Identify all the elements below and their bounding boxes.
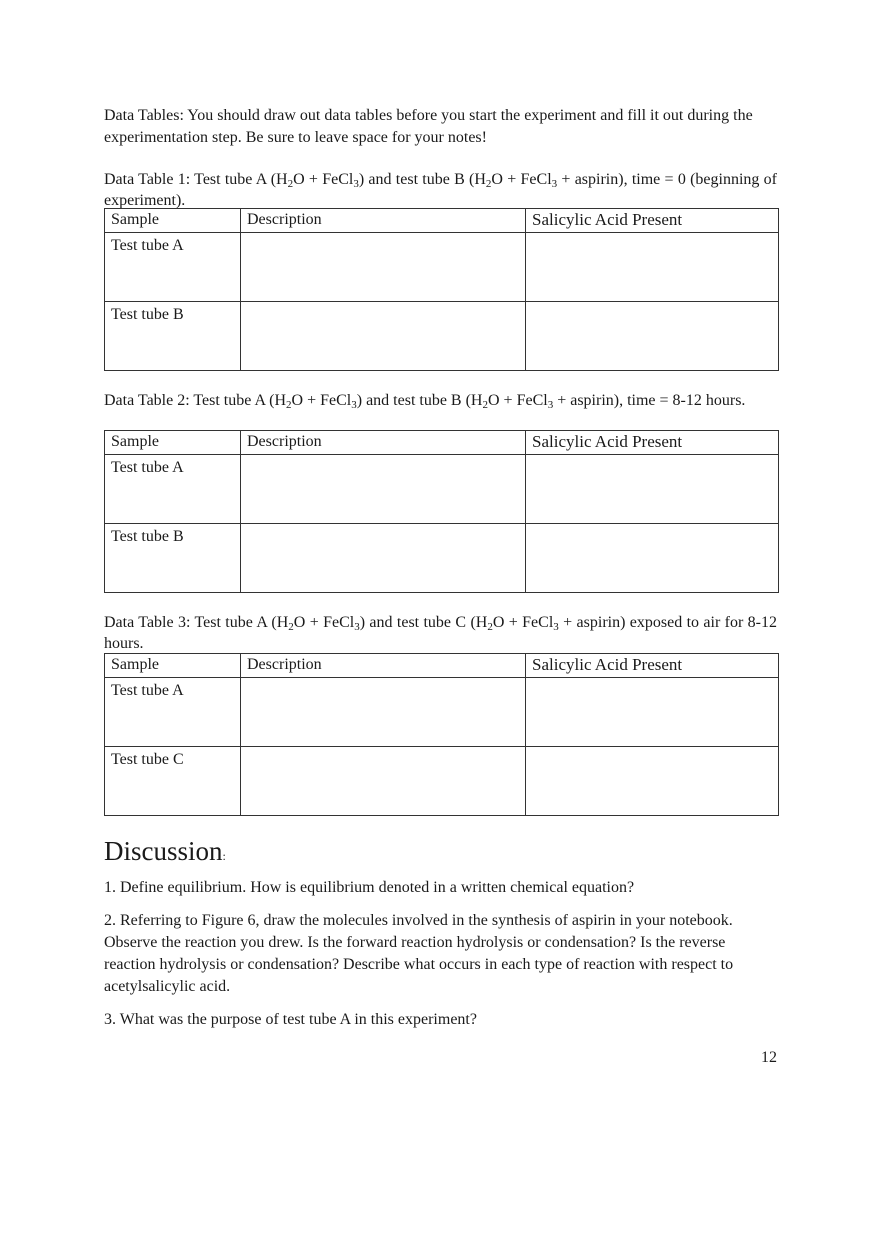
discussion-title: Discussion (104, 836, 223, 866)
column-header-salicylic-acid: Salicylic Acid Present (526, 431, 779, 455)
description-cell[interactable] (241, 233, 526, 302)
salicylic-acid-cell[interactable] (526, 524, 779, 593)
description-cell[interactable] (241, 747, 526, 816)
page-number: 12 (761, 1049, 777, 1066)
column-header-sample: Sample (105, 431, 241, 455)
column-header-description: Description (241, 654, 526, 678)
sample-cell: Test tube A (105, 678, 241, 747)
sample-cell: Test tube A (105, 455, 241, 524)
column-header-sample: Sample (105, 209, 241, 233)
column-header-sample: Sample (105, 654, 241, 678)
salicylic-acid-cell[interactable] (526, 455, 779, 524)
salicylic-acid-cell[interactable] (526, 678, 779, 747)
table-row (105, 302, 779, 371)
column-header-description: Description (241, 209, 526, 233)
data-table-3 (104, 653, 779, 816)
table-2-caption: Data Table 2: Test tube A ($H_2O$ + FeCl$_3$) and test tube B ($H_2O$ + FeCl$_3$ + aspirin), time = 8-12 hours. (104, 392, 746, 411)
discussion-question-3: 3. What was the purpose of test tube A in this experiment? (104, 1011, 477, 1028)
column-header-description: Description (241, 431, 526, 455)
description-cell[interactable] (241, 302, 526, 371)
table-row (105, 747, 779, 816)
column-header-salicylic-acid: Salicylic Acid Present (526, 209, 779, 233)
table-1-caption: Data Table 1: Test tube A ($H_2O$ + FeCl$_3$) and test tube B ($H_2O$ + FeCl$_3$ + aspirin), time = 0 (beginning of experiment). (104, 171, 778, 209)
salicylic-acid-cell[interactable] (526, 302, 779, 371)
intro-paragraph: Data Tables: You should draw out data tables before you start the experiment and fill it out during the experimentation step. Be sure to leave space for your notes! (104, 107, 753, 146)
table-header-row (105, 431, 779, 455)
sample-cell: Test tube A (105, 233, 241, 302)
description-cell[interactable] (241, 524, 526, 593)
table-row (105, 233, 779, 302)
column-header-salicylic-acid: Salicylic Acid Present (526, 654, 779, 678)
discussion-heading (104, 834, 226, 873)
data-table-2 (104, 430, 779, 593)
description-cell[interactable] (241, 455, 526, 524)
discussion-question-1: 1. Define equilibrium. How is equilibrium denoted in a written chemical equation? (104, 879, 635, 896)
table-row (105, 455, 779, 524)
description-cell[interactable] (241, 678, 526, 747)
table-header-row (105, 209, 779, 233)
data-table-1 (104, 208, 779, 371)
table-row (105, 524, 779, 593)
sample-cell: Test tube B (105, 524, 241, 593)
sample-cell: Test tube B (105, 302, 241, 371)
table-row (105, 678, 779, 747)
salicylic-acid-cell[interactable] (526, 747, 779, 816)
sample-cell: Test tube C (105, 747, 241, 816)
table-3-caption: Data Table 3: Test tube A ($H_2O$ + FeCl$_3$) and test tube C ($H_2O$ + FeCl$_3$ + aspirin) exposed to air for 8-12 hours. (104, 614, 778, 652)
table-header-row (105, 654, 779, 678)
salicylic-acid-cell[interactable] (526, 233, 779, 302)
discussion-question-2: 2. Referring to Figure 6, draw the molecules involved in the synthesis of aspirin in your notebook. Observe the reaction you drew. Is the forward reaction hydrolysis or condensation? Is the reverse reaction hydrolysis or condensation? Describe what occurs in each type of reaction with respect to acetylsalicylic acid. (104, 912, 734, 995)
discussion-colon: : (222, 849, 226, 863)
